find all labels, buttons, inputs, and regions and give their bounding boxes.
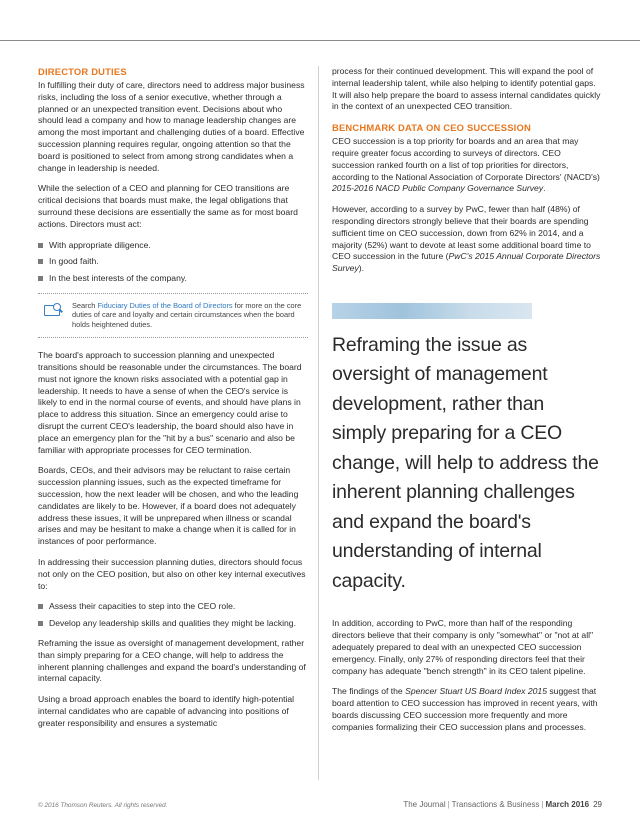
search-icon	[44, 303, 64, 319]
page-number: 29	[593, 800, 602, 809]
journal-section: Transactions & Business	[451, 800, 540, 809]
right-column	[332, 66, 602, 743]
bullet-square-icon	[38, 259, 43, 264]
issue-date: March 2016	[545, 800, 590, 809]
list-item: In the best interests of the company.	[38, 273, 308, 285]
director-duties-heading: DIRECTOR DUTIES	[38, 66, 127, 77]
page-footer: The Journal | Transactions & Business | March 2016 29	[403, 800, 602, 809]
bullet-square-icon	[38, 621, 43, 626]
left-column	[38, 66, 308, 738]
search-callout-text: Search Fiduciary Duties of the Board of Directors for more on the core duties of care and loyalty and certain circumstances when the board holds heightened duties.	[72, 300, 302, 329]
search-callout	[38, 293, 308, 338]
paragraph: Boards, CEOs, and their advisors may be reluctant to raise certain succession planning issues, such as the expected timeframe for succession, how the next leader will be chosen, and who the leading candidates are likely to be. However, if a board does not adequately address these issues, it will be unprepared when illness or scandal arises and may be hesitant to make a change when it is called for in instances of poor performance.	[38, 465, 299, 547]
paragraph: In fulfilling their duty of care, directors need to address major business risks, including the loss of a senior executive, whether through a planned or an unexpected transition event. Decisions about who should lead a company and how to manage leadership changes are among the most important and challenging duties of a board. Effective succession planning requires regular, ongoing attention so that the board is positioned to select from among strong candidates when a change in leadership is needed.	[38, 80, 305, 173]
copyright: © 2016 Thomson Reuters. All rights reserved.	[38, 802, 168, 809]
list-item: With appropriate diligence.	[38, 240, 308, 252]
bullet-square-icon	[38, 243, 43, 248]
list-item: Develop any leadership skills and qualities they might be lacking.	[38, 618, 308, 630]
bullet-square-icon	[38, 604, 43, 609]
top-rule	[0, 40, 640, 41]
pull-quote: Reframing the issue as oversight of management development, rather than simply preparing for a CEO change, will help to address the inherent planning challenges and expand the board's understanding of internal capacity.	[332, 333, 599, 592]
pull-quote-decoration	[332, 303, 532, 319]
journal-name: The Journal	[403, 800, 446, 809]
paragraph: process for their continued development. This will expand the pool of internal leadership talent, while also helping to identify potential gaps. It will also help prepare the board to assess internal candidates quickly in the context of an unexpected CEO transition.	[332, 66, 601, 112]
executives-list	[38, 601, 308, 630]
list-item: In good faith.	[38, 256, 308, 268]
paragraph: The board's approach to succession planning and unexpected transitions should be reasonable under the circumstances. The board must not ignore the known risks associated with a potential gap in leadership. It needs to have a sense of when the CEO's service is likely to end in the normal course of events, and should have plans in place to address this situation. Since an emergency could arise to disrupt the current CEO's leadership, the board should also have in place an emergency plan for the "hit by a bus" scenario and also be familiar with appropriate processes for CEO termination.	[38, 350, 302, 455]
paragraph: The findings of the Spencer Stuart US Board Index 2015 suggest that board attention to CEO succession has improved in recent years, with boards discussing CEO succession more frequently and more companies formalizing their CEO succession plans and processes.	[332, 686, 598, 732]
paragraph: However, according to a survey by PwC, fewer than half (48%) of responding directors strongly believe that their boards are spending sufficient time on CEO succession, down from 62% in 2014, and a majority (52%) want to devote at least some additional board time to CEO succession in the future (PwC's 2015 Annual Corporate Directors Survey).	[332, 204, 601, 274]
bullet-square-icon	[38, 276, 43, 281]
benchmark-heading: BENCHMARK DATA ON CEO SUCCESSION	[332, 122, 531, 134]
paragraph: In addition, according to PwC, more than half of the responding directors believe that their company is only "somewhat" or "not at all" adequately prepared to deal with an unexpected CEO succession emergency. Finally, only 27% of responding directors feel that their company has adequate "bench strength" in its CEO talent pipeline.	[332, 618, 594, 676]
paragraph: Reframing the issue as oversight of management development, rather than simply preparing for a CEO change, will help to address the inherent planning challenges and expand the board's understanding of internal capacity.	[38, 637, 306, 684]
paragraph: In addressing their succession planning duties, directors should focus not only on the CEO position, but also on other key internal executives to:	[38, 556, 306, 591]
paragraph: While the selection of a CEO and planning for CEO transitions are critical decisions that boards must make, the legal obligations that surround these decisions are essentially the same as for most board actions. Directors must act:	[38, 183, 298, 229]
paragraph: Using a broad approach enables the board to identify high-potential internal candidates who are capable of advancing into positions of greater responsibility and ensures a systematic	[38, 694, 295, 728]
paragraph: CEO succession is a top priority for boards and an area that may require greater focus according to surveys of directors. CEO succession ranked fourth on a list of top priorities for directors, according to the National Association of Corporate Directors' (NACD's) 2015-2016 NACD Public Company Governance Survey.	[332, 136, 600, 194]
fiduciary-duties-link[interactable]: Fiduciary Duties of the Board of Directors	[97, 300, 233, 310]
column-divider	[318, 66, 319, 780]
duties-list	[38, 240, 308, 285]
list-item: Assess their capacities to step into the CEO role.	[38, 601, 308, 613]
